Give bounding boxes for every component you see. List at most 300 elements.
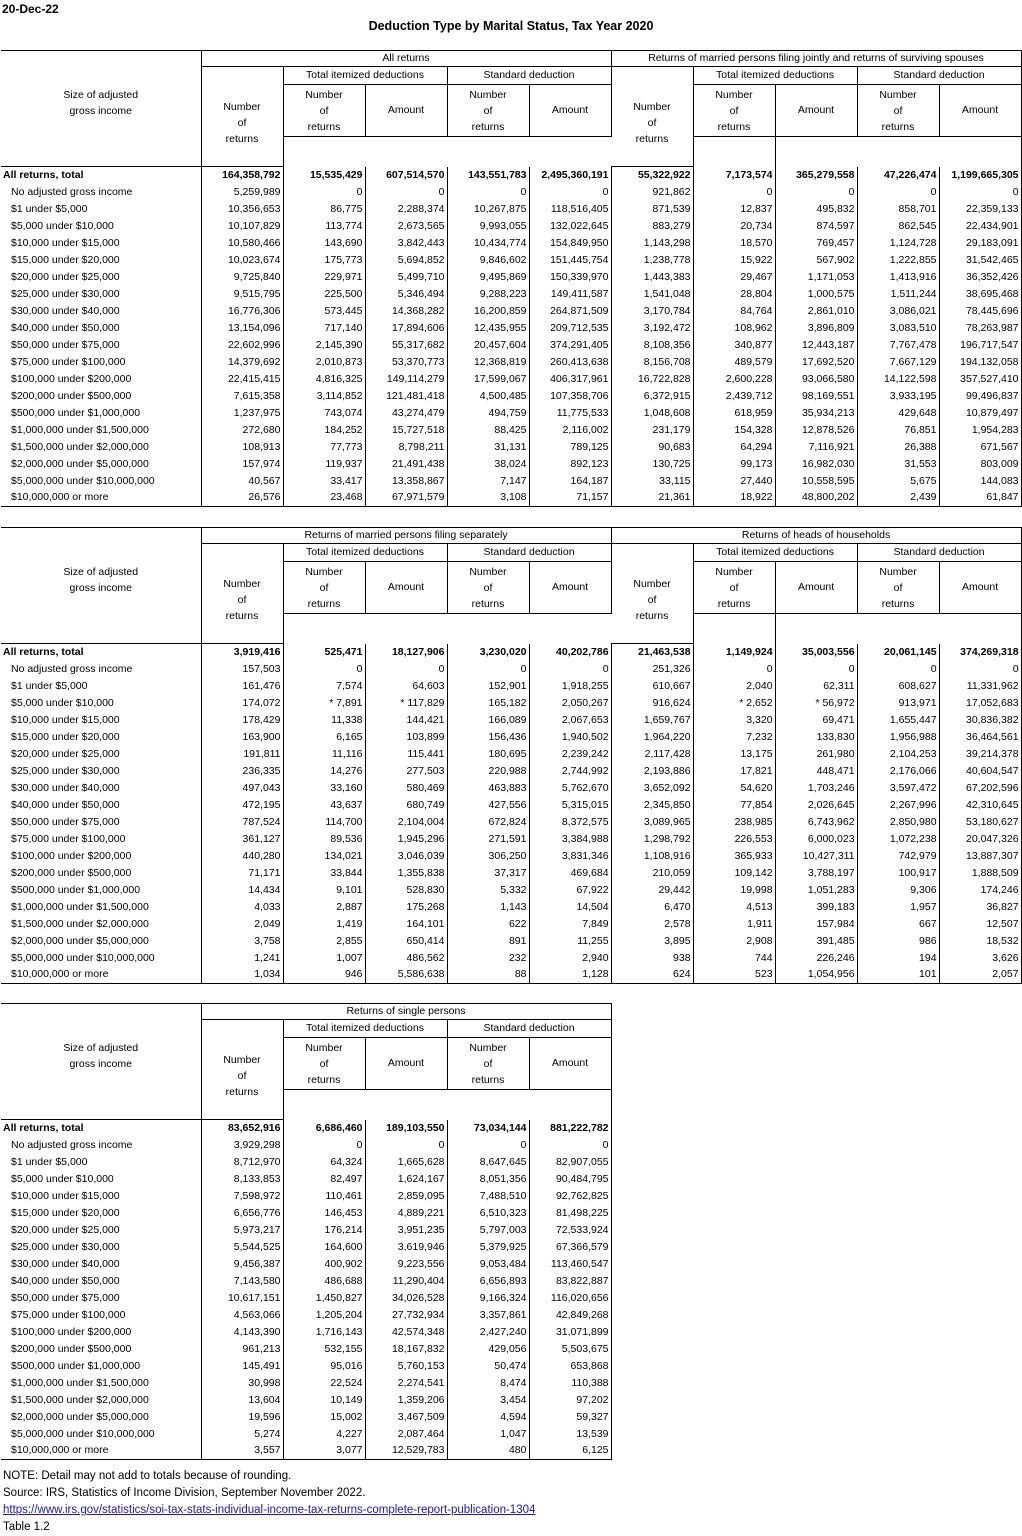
data-cell: 10,580,466 — [201, 235, 283, 252]
data-cell: 1,918,255 — [529, 678, 611, 695]
header-row-groups — [1, 528, 1021, 544]
data-cell: 986 — [857, 933, 939, 950]
data-cell: 42,849,268 — [529, 1307, 611, 1324]
data-cell: 3,384,988 — [529, 831, 611, 848]
data-cell: 16,722,828 — [611, 371, 693, 388]
data-cell: 7,598,972 — [201, 1188, 283, 1205]
data-cell: 2,193,886 — [611, 763, 693, 780]
data-cell: 3,929,298 — [201, 1137, 283, 1154]
data-cell: 8,051,356 — [447, 1171, 529, 1188]
row-label: $500,000 under $1,000,000 — [1, 882, 201, 899]
data-cell: 2,116,002 — [529, 422, 611, 439]
row-label: All returns, total — [1, 167, 201, 184]
total-itemized-header: Total itemized deductions — [283, 544, 447, 562]
data-cell: 3,831,346 — [529, 848, 611, 865]
row-label: $20,000 under $25,000 — [1, 1222, 201, 1239]
data-cell: 1,237,975 — [201, 405, 283, 422]
data-cell: 622 — [447, 916, 529, 933]
data-cell: 883,279 — [611, 218, 693, 235]
data-cell: 5,973,217 — [201, 1222, 283, 1239]
data-cell: 1,359,206 — [365, 1392, 447, 1409]
spacer-cell — [529, 137, 611, 167]
spacer-cell — [857, 137, 939, 167]
group-title: Returns of married persons filing separately — [201, 528, 611, 544]
row-label: $500,000 under $1,000,000 — [1, 405, 201, 422]
data-cell: 22,434,901 — [939, 218, 1021, 235]
data-cell: 156,436 — [447, 729, 529, 746]
data-cell: 236,335 — [201, 763, 283, 780]
data-cell: 427,556 — [447, 797, 529, 814]
data-cell: 16,982,030 — [775, 456, 857, 473]
data-cell: 15,535,429 — [283, 167, 365, 184]
data-cell: 1,222,855 — [857, 252, 939, 269]
data-cell: 8,372,575 — [529, 814, 611, 831]
data-cell: 365,279,558 — [775, 167, 857, 184]
standard-deduction-header: Standard deduction — [447, 67, 611, 85]
number-label: Number of returns — [469, 565, 507, 610]
data-cell: 9,306 — [857, 882, 939, 899]
data-cell: 440,280 — [201, 848, 283, 865]
data-cell: * 56,972 — [775, 695, 857, 712]
data-cell: 261,980 — [775, 746, 857, 763]
data-cell: 3,933,195 — [857, 388, 939, 405]
source-link[interactable]: https://www.irs.gov/statistics/soi-tax-stats-individual-income-tax-returns-complete-report-publication-1304 — [3, 1504, 536, 1516]
data-cell: 164,187 — [529, 473, 611, 490]
data-cell: 15,727,518 — [365, 422, 447, 439]
row-label: $10,000,000 or more — [1, 1443, 201, 1460]
data-cell: 26,576 — [201, 490, 283, 507]
table-row — [1, 201, 1021, 218]
row-label: $75,000 under $100,000 — [1, 354, 201, 371]
data-cell: 374,269,318 — [939, 644, 1021, 661]
row-label: $2,000,000 under $5,000,000 — [1, 1409, 201, 1426]
data-cell: 874,597 — [775, 218, 857, 235]
data-cell: 97,202 — [529, 1392, 611, 1409]
data-cell: 391,485 — [775, 933, 857, 950]
data-cell: 18,167,832 — [365, 1341, 447, 1358]
data-cell: 210,059 — [611, 865, 693, 882]
data-cell: 1,911 — [693, 916, 775, 933]
total-itemized-header: Total itemized deductions — [283, 1020, 447, 1038]
data-cell: 2,239,242 — [529, 746, 611, 763]
data-cell: 73,034,144 — [447, 1120, 529, 1137]
row-label: $1,000,000 under $1,500,000 — [1, 1375, 201, 1392]
data-cell: 132,022,645 — [529, 218, 611, 235]
data-cell: 608,627 — [857, 678, 939, 695]
row-label: $40,000 under $50,000 — [1, 797, 201, 814]
data-cell: 15,002 — [283, 1409, 365, 1426]
row-label: $15,000 under $20,000 — [1, 729, 201, 746]
number-of-returns-header — [201, 1020, 283, 1120]
data-cell: 26,388 — [857, 439, 939, 456]
data-cell: 2,104,253 — [857, 746, 939, 763]
data-cell: 469,684 — [529, 865, 611, 882]
table-row — [1, 1443, 611, 1460]
spacer-cell — [365, 1090, 447, 1120]
data-cell: 787,524 — [201, 814, 283, 831]
data-cell: 472,195 — [201, 797, 283, 814]
data-cell: 5,760,153 — [365, 1358, 447, 1375]
data-cell: 789,125 — [529, 439, 611, 456]
data-cell: 1,000,575 — [775, 286, 857, 303]
data-cell: 27,732,934 — [365, 1307, 447, 1324]
data-cell: 116,020,656 — [529, 1290, 611, 1307]
data-cell: 340,877 — [693, 337, 775, 354]
amount-header: Amount — [529, 562, 611, 614]
data-cell: 672,824 — [447, 814, 529, 831]
data-cell: 3,454 — [447, 1392, 529, 1409]
row-label: $10,000 under $15,000 — [1, 235, 201, 252]
data-cell: 11,331,962 — [939, 678, 1021, 695]
total-row — [1, 1120, 611, 1137]
table-row — [1, 1256, 611, 1273]
data-cell: 2,940 — [529, 950, 611, 967]
number-of-returns-label: Number of returns — [223, 577, 261, 622]
number-header — [693, 562, 775, 614]
size-agi-label: Size of adjusted gross income — [63, 1042, 139, 1070]
data-cell: 3,895 — [611, 933, 693, 950]
data-cell: 4,594 — [447, 1409, 529, 1426]
data-cell: 134,021 — [283, 848, 365, 865]
number-of-returns-header — [201, 67, 283, 167]
data-cell: 118,516,405 — [529, 201, 611, 218]
data-cell: 42,310,645 — [939, 797, 1021, 814]
row-label: $10,000 under $15,000 — [1, 712, 201, 729]
data-cell: 2,176,066 — [857, 763, 939, 780]
data-cell: 3,842,443 — [365, 235, 447, 252]
data-cell: 110,461 — [283, 1188, 365, 1205]
data-cell: 523 — [693, 967, 775, 984]
table-row — [1, 1205, 611, 1222]
data-cell: 164,600 — [283, 1239, 365, 1256]
data-cell: 6,125 — [529, 1443, 611, 1460]
number-label: Number of returns — [715, 565, 753, 610]
data-cell: 1,149,924 — [693, 644, 775, 661]
data-cell: 494,759 — [447, 405, 529, 422]
data-cell: 31,553 — [857, 456, 939, 473]
data-cell: 238,985 — [693, 814, 775, 831]
data-cell: 14,504 — [529, 899, 611, 916]
data-cell: 7,143,580 — [201, 1273, 283, 1290]
data-cell: 144,421 — [365, 712, 447, 729]
row-label: No adjusted gross income — [1, 184, 201, 201]
data-cell: 10,558,595 — [775, 473, 857, 490]
row-label: $25,000 under $30,000 — [1, 1239, 201, 1256]
data-cell: 10,267,875 — [447, 201, 529, 218]
table-row — [1, 916, 1021, 933]
data-cell: 166,089 — [447, 712, 529, 729]
data-cell: 913,971 — [857, 695, 939, 712]
row-label: All returns, total — [1, 644, 201, 661]
data-cell: 4,143,390 — [201, 1324, 283, 1341]
data-cell: 260,413,638 — [529, 354, 611, 371]
total-itemized-header: Total itemized deductions — [693, 544, 857, 562]
data-cell: 88,425 — [447, 422, 529, 439]
table-row — [1, 1171, 611, 1188]
data-cell: 12,837 — [693, 201, 775, 218]
data-cell: 37,317 — [447, 865, 529, 882]
data-cell: 101 — [857, 967, 939, 984]
table-row — [1, 661, 1021, 678]
data-cell: 36,464,561 — [939, 729, 1021, 746]
data-cell: 133,830 — [775, 729, 857, 746]
data-cell: 486,562 — [365, 950, 447, 967]
table-row — [1, 712, 1021, 729]
data-cell: 892,123 — [529, 456, 611, 473]
data-cell: 1,072,238 — [857, 831, 939, 848]
data-cell: 5,762,670 — [529, 780, 611, 797]
row-label: $1,000,000 under $1,500,000 — [1, 899, 201, 916]
row-label: $30,000 under $40,000 — [1, 1256, 201, 1273]
data-cell: 9,456,387 — [201, 1256, 283, 1273]
data-cell: 39,214,378 — [939, 746, 1021, 763]
data-cell: 189,103,550 — [365, 1120, 447, 1137]
data-cell: 88 — [447, 967, 529, 984]
data-cell: 20,047,326 — [939, 831, 1021, 848]
data-cell: 277,503 — [365, 763, 447, 780]
spacer-cell — [939, 137, 1021, 167]
data-cell: 618,959 — [693, 405, 775, 422]
data-cell: 3,170,784 — [611, 303, 693, 320]
data-cell: 119,937 — [283, 456, 365, 473]
data-cell: 175,268 — [365, 899, 447, 916]
data-cell: 108,962 — [693, 320, 775, 337]
data-cell: 10,356,653 — [201, 201, 283, 218]
data-cell: 92,762,825 — [529, 1188, 611, 1205]
data-cell: 3,919,416 — [201, 644, 283, 661]
table-row — [1, 422, 1021, 439]
data-cell: 4,816,325 — [283, 371, 365, 388]
data-cell: 16,200,859 — [447, 303, 529, 320]
data-cell: 13,175 — [693, 746, 775, 763]
number-label: Number of returns — [469, 88, 507, 133]
data-cell: 191,811 — [201, 746, 283, 763]
data-cell: 7,849 — [529, 916, 611, 933]
data-cell: 47,226,474 — [857, 167, 939, 184]
data-cell: 2,049 — [201, 916, 283, 933]
number-label: Number of returns — [469, 1041, 507, 1086]
row-label: $10,000,000 or more — [1, 967, 201, 984]
data-cell: 72,533,924 — [529, 1222, 611, 1239]
data-cell: 115,441 — [365, 746, 447, 763]
total-row — [1, 167, 1021, 184]
data-cell: 14,379,692 — [201, 354, 283, 371]
row-label: $200,000 under $500,000 — [1, 1341, 201, 1358]
row-label: $5,000 under $10,000 — [1, 695, 201, 712]
data-cell: 2,861,010 — [775, 303, 857, 320]
deduction-table-1 — [1, 50, 1022, 507]
data-cell: 272,680 — [201, 422, 283, 439]
data-cell: 5,694,852 — [365, 252, 447, 269]
row-label: $50,000 under $75,000 — [1, 814, 201, 831]
table-row — [1, 218, 1021, 235]
data-cell: 2,117,428 — [611, 746, 693, 763]
data-cell: 2,439,712 — [693, 388, 775, 405]
data-cell: 13,539 — [529, 1426, 611, 1443]
data-cell: 17,894,606 — [365, 320, 447, 337]
table-row — [1, 1188, 611, 1205]
data-cell: 2,267,996 — [857, 797, 939, 814]
data-cell: 858,701 — [857, 201, 939, 218]
table-row — [1, 746, 1021, 763]
data-cell: 671,567 — [939, 439, 1021, 456]
number-of-returns-header — [201, 544, 283, 644]
data-cell: 525,471 — [283, 644, 365, 661]
data-cell: 17,821 — [693, 763, 775, 780]
data-cell: 1,124,728 — [857, 235, 939, 252]
data-cell: 8,108,356 — [611, 337, 693, 354]
table-row — [1, 1358, 611, 1375]
row-label: $20,000 under $25,000 — [1, 746, 201, 763]
total-itemized-header: Total itemized deductions — [693, 67, 857, 85]
data-cell: 35,003,556 — [775, 644, 857, 661]
data-cell: 2,026,645 — [775, 797, 857, 814]
data-cell: 8,647,645 — [447, 1154, 529, 1171]
data-cell: 54,620 — [693, 780, 775, 797]
data-cell: 100,917 — [857, 865, 939, 882]
data-cell: 48,800,202 — [775, 490, 857, 507]
number-header — [283, 1038, 365, 1090]
data-cell: 10,023,674 — [201, 252, 283, 269]
data-cell: 1,511,244 — [857, 286, 939, 303]
data-cell: 7,116,921 — [775, 439, 857, 456]
data-cell: 14,434 — [201, 882, 283, 899]
data-cell: 916,624 — [611, 695, 693, 712]
data-cell: 184,252 — [283, 422, 365, 439]
data-cell: 1,108,916 — [611, 848, 693, 865]
data-cell: 3,758 — [201, 933, 283, 950]
data-cell: 220,988 — [447, 763, 529, 780]
data-cell: 3,230,020 — [447, 644, 529, 661]
data-cell: 1,624,167 — [365, 1171, 447, 1188]
report-date: 20-Dec-22 — [2, 2, 59, 16]
row-label: $2,000,000 under $5,000,000 — [1, 933, 201, 950]
data-cell: 495,832 — [775, 201, 857, 218]
data-cell: 33,160 — [283, 780, 365, 797]
data-cell: 10,107,829 — [201, 218, 283, 235]
table-row — [1, 337, 1021, 354]
data-cell: * 7,891 — [283, 695, 365, 712]
spacer-cell — [283, 137, 365, 167]
data-cell: 653,868 — [529, 1358, 611, 1375]
data-cell: 18,127,906 — [365, 644, 447, 661]
data-cell: 1,047 — [447, 1426, 529, 1443]
number-label: Number of returns — [879, 565, 917, 610]
table-row — [1, 371, 1021, 388]
data-cell: 19,998 — [693, 882, 775, 899]
table-row — [1, 1154, 611, 1171]
data-cell: 144,083 — [939, 473, 1021, 490]
number-label: Number of returns — [305, 565, 343, 610]
data-cell: 7,615,358 — [201, 388, 283, 405]
data-cell: 9,223,556 — [365, 1256, 447, 1273]
number-of-returns-header — [611, 67, 693, 167]
data-cell: 226,246 — [775, 950, 857, 967]
data-cell: 22,524 — [283, 1375, 365, 1392]
data-cell: 6,000,023 — [775, 831, 857, 848]
data-cell: 0 — [283, 661, 365, 678]
data-cell: 9,725,840 — [201, 269, 283, 286]
data-cell: 1,205,204 — [283, 1307, 365, 1324]
data-cell: 17,052,683 — [939, 695, 1021, 712]
number-header — [283, 562, 365, 614]
data-cell: 0 — [283, 1137, 365, 1154]
amount-header: Amount — [775, 85, 857, 137]
data-cell: 3,089,965 — [611, 814, 693, 831]
data-cell: 365,933 — [693, 848, 775, 865]
data-cell: 154,328 — [693, 422, 775, 439]
table-row — [1, 1239, 611, 1256]
amount-header: Amount — [365, 85, 447, 137]
spacer-cell — [939, 614, 1021, 644]
data-cell: * 117,829 — [365, 695, 447, 712]
data-cell: 180,695 — [447, 746, 529, 763]
data-cell: 15,922 — [693, 252, 775, 269]
size-agi-header — [1, 1004, 201, 1120]
amount-header: Amount — [529, 85, 611, 137]
data-cell: 10,879,497 — [939, 405, 1021, 422]
table-row — [1, 235, 1021, 252]
data-cell: 3,896,809 — [775, 320, 857, 337]
data-cell: 2,345,850 — [611, 797, 693, 814]
data-cell: 5,586,638 — [365, 967, 447, 984]
data-cell: 486,688 — [283, 1273, 365, 1290]
table-row — [1, 695, 1021, 712]
data-cell: 2,050,267 — [529, 695, 611, 712]
data-cell: 0 — [529, 661, 611, 678]
data-cell: 8,133,853 — [201, 1171, 283, 1188]
data-cell: 1,143 — [447, 899, 529, 916]
data-cell: 0 — [365, 1137, 447, 1154]
data-cell: 3,619,946 — [365, 1239, 447, 1256]
group-title: All returns — [201, 51, 611, 67]
data-cell: 27,440 — [693, 473, 775, 490]
table-row — [1, 1426, 611, 1443]
amount-header: Amount — [939, 562, 1021, 614]
data-cell: 1,665,628 — [365, 1154, 447, 1171]
table-row — [1, 269, 1021, 286]
row-label: $75,000 under $100,000 — [1, 831, 201, 848]
data-cell: 3,557 — [201, 1443, 283, 1460]
data-cell: 2,040 — [693, 678, 775, 695]
spacer-cell — [775, 614, 857, 644]
data-cell: 8,156,708 — [611, 354, 693, 371]
spacer-cell — [447, 137, 529, 167]
data-cell: 59,327 — [529, 1409, 611, 1426]
number-of-returns-header — [611, 544, 693, 644]
number-of-returns-label: Number of returns — [633, 577, 671, 622]
data-cell: 429,056 — [447, 1341, 529, 1358]
table-row — [1, 1341, 611, 1358]
table-row — [1, 456, 1021, 473]
data-cell: 18,570 — [693, 235, 775, 252]
data-cell: 4,889,221 — [365, 1205, 447, 1222]
row-label: $1,500,000 under $2,000,000 — [1, 916, 201, 933]
data-cell: 110,388 — [529, 1375, 611, 1392]
row-label: $1 under $5,000 — [1, 201, 201, 218]
data-cell: 11,255 — [529, 933, 611, 950]
table-row — [1, 1392, 611, 1409]
data-cell: 580,469 — [365, 780, 447, 797]
data-cell: 31,542,465 — [939, 252, 1021, 269]
data-cell: 67,922 — [529, 882, 611, 899]
row-label: $5,000,000 under $10,000,000 — [1, 1426, 201, 1443]
data-cell: 742,979 — [857, 848, 939, 865]
row-label: No adjusted gross income — [1, 661, 201, 678]
data-cell: 13,358,867 — [365, 473, 447, 490]
table-row — [1, 729, 1021, 746]
number-header — [693, 85, 775, 137]
